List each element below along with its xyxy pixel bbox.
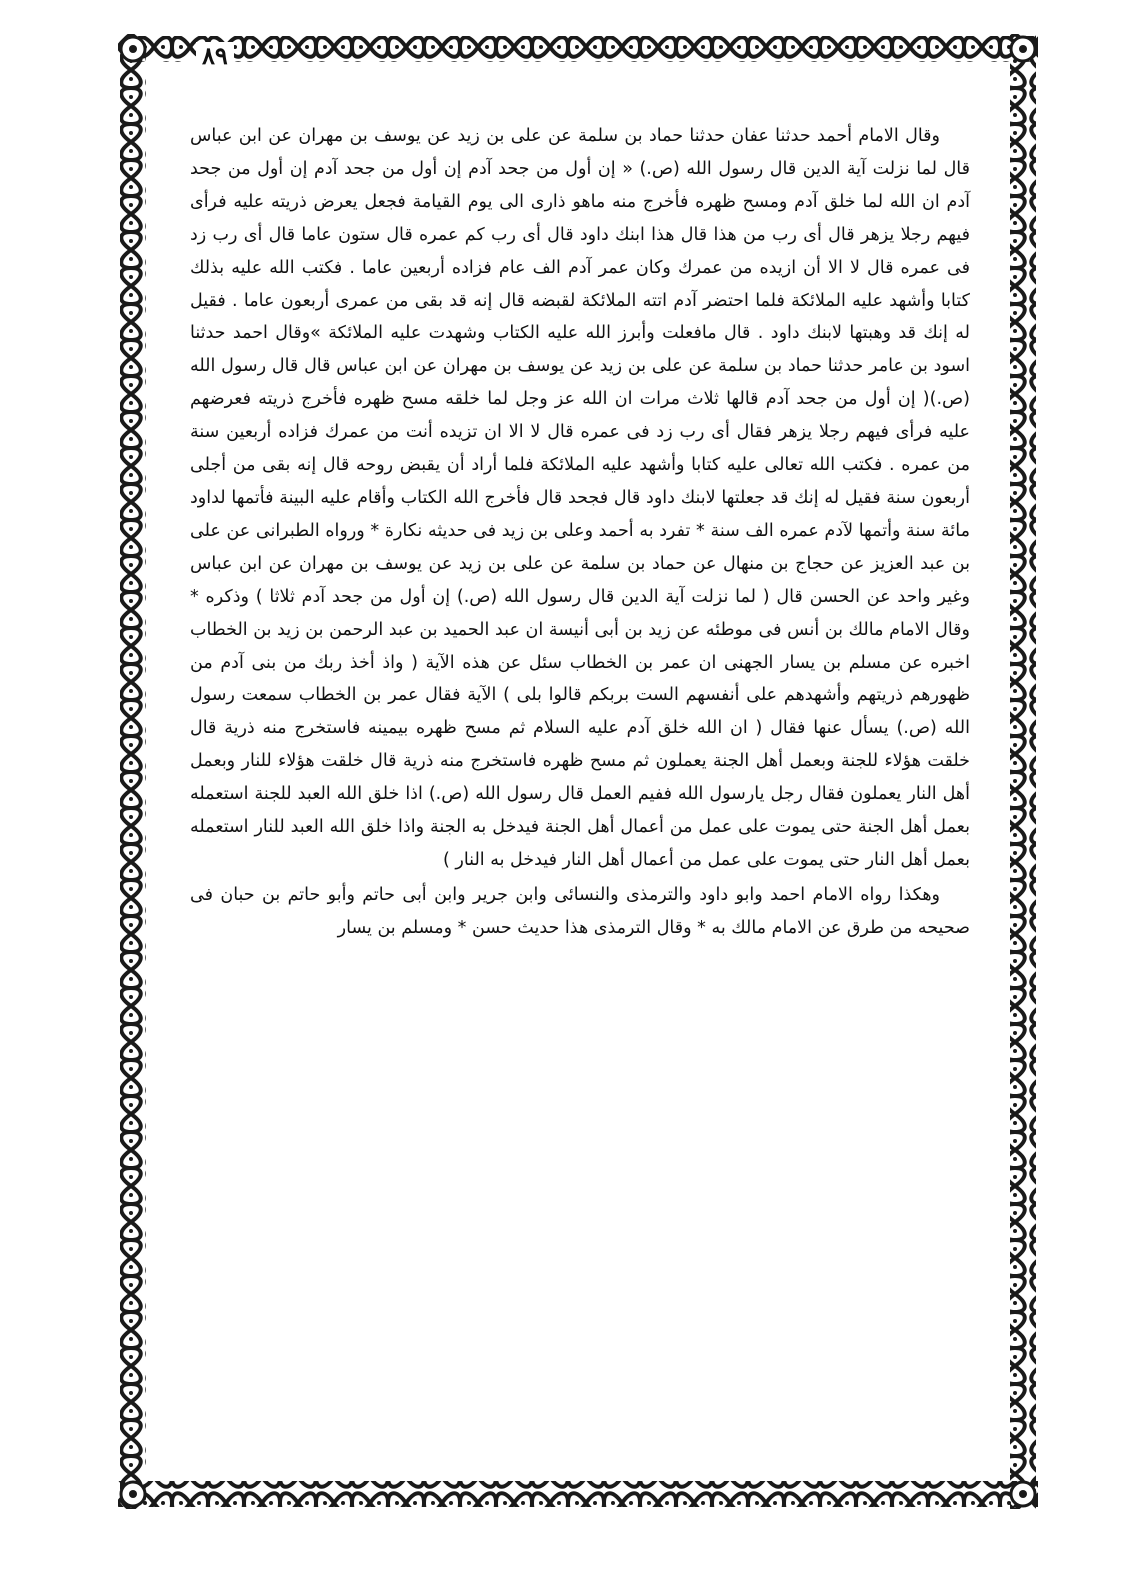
page-number: ٨٩ [196,42,234,70]
body-text [190,120,970,1410]
paragraph-1: وقال الامام أحمد حدثنا عفان حدثنا حماد بن سلمة عن على بن زيد عن يوسف بن مهران عن ابن عباس قال لما نزلت آية الدين قال رسول الله (ص.) « إن أول من جحد آدم إن أول من جحد آدم إن أول من جحد آدم ان الله لما خلق آدم ومسح ظهره فأخرج منه ماهو ذارى الى يوم القيامة فجعل يعرض ذريته عليه فرأى فيهم رجلا يزهر قال أى رب من هذا قال هذا ابنك داود قال أى رب كم عمره قال ستون عاما قال أى رب زد فى عمره قال لا الا أن ازيده من عمرك وكان عمر آدم الف عام فزاده أربعين عاما . فكتب الله عليه بذلك كتابا وأشهد عليه الملائكة فلما احتضر آدم اتته الملائكة لقبضه قال إنه قد بقى من عمرى أربعون عاما . فقيل له إنك قد وهبتها لابنك داود . قال مافعلت وأبرز الله عليه الكتاب وشهدت عليه الملائكة »وقال احمد حدثنا اسود بن عامر حدثنا حماد بن سلمة عن على بن زيد عن يوسف بن مهران عن ابن عباس قال قال رسول الله (ص.)( إن أول من جحد آدم قالها ثلاث مرات ان الله عز وجل لما خلقه مسح ظهره فأخرج ذريته فعرضهم عليه فرأى فيهم رجلا يزهر فقال أى رب زد فى عمره قال لا الا ان تزيده أنت من عمرك فزاده أربعين سنة من عمره . فكتب الله تعالى عليه كتابا وأشهد عليه الملائكة فلما أراد أن يقبض روحه قال إنه بقى من أجلى أربعون سنة فقيل له إنك قد جعلتها لابنك داود قال فجحد قال فأخرج الله الكتاب وأقام عليه البينة فأتمها لداود مائة سنة وأتمها لآدم عمره الف سنة * تفرد به أحمد وعلى بن زيد فى حديثه نكارة * ورواه الطبرانى عن على بن عبد العزيز عن حجاج بن منهال عن حماد بن سلمة عن على بن زيد عن يوسف بن مهران عن ابن عباس وغير واحد عن الحسن قال ( لما نزلت آية الدين قال رسول الله (ص.) إن أول من جحد آدم ثلاثا ) وذكره * وقال الامام مالك بن أنس فى موطئه عن زيد بن أبى أنيسة ان عبد الحميد بن عبد الرحمن بن زيد بن الخطاب اخبره عن مسلم بن يسار الجهنى ان عمر بن الخطاب سئل عن هذه الآية ( واذ أخذ ربك من بنى آدم من ظهورهم ذريتهم وأشهدهم على أنفسهم الست بربكم قالوا بلى ) الآية فقال عمر بن الخطاب سمعت رسول الله (ص.) يسأل عنها فقال ( ان الله خلق آدم عليه السلام ثم مسح ظهره بيمينه فاستخرج منه ذرية قال خلقت هؤلاء للجنة وبعمل أهل الجنة يعملون ثم مسح ظهره فاستخرج منه ذرية قال خلقت هؤلاء للنار وبعمل أهل النار يعملون فقال رجل يارسول الله ففيم العمل قال رسول الله (ص.) اذا خلق الله العبد للجنة استعمله بعمل أهل الجنة حتى يموت على عمل من أعمال أهل الجنة فيدخل به الجنة واذا خلق الله العبد للنار استعمله بعمل أهل النار حتى يموت على عمل من أعمال أهل النار فيدخل به النار ) [190,126,970,870]
page-frame [118,34,1038,1509]
paragraph-2: وهكذا رواه الامام احمد وابو داود والترمذى والنسائى وابن جرير وابن أبى حاتم وأبو حاتم بن حبان فى صحيحه من طرق عن الامام مالك به * وقال الترمذى هذا حديث حسن * ومسلم بن يسار [190,884,970,938]
